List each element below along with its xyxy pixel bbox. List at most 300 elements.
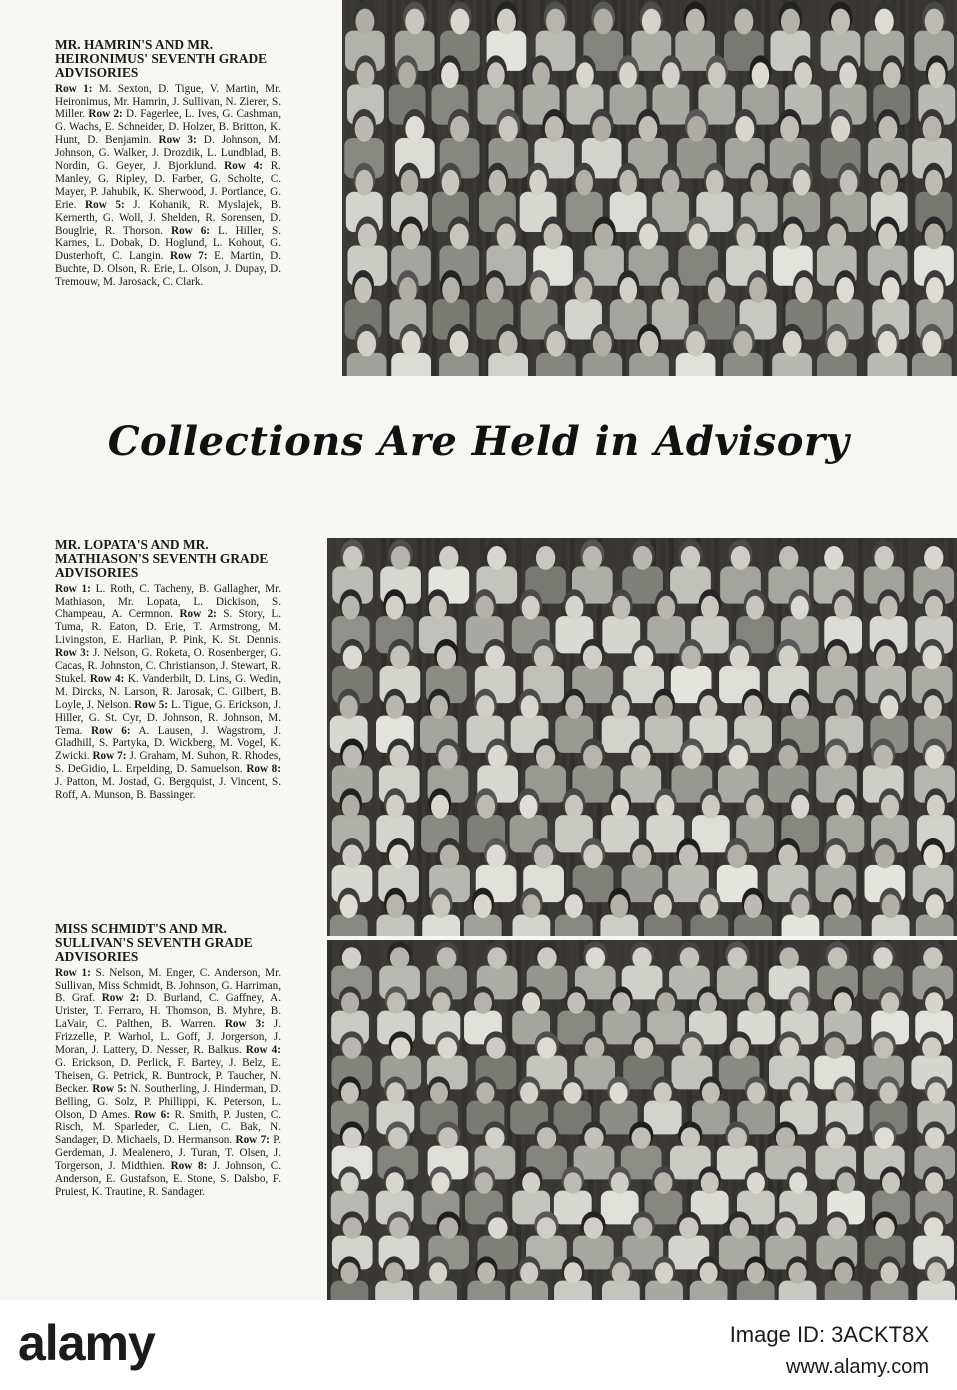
student-face <box>386 1172 404 1194</box>
caption-rows <box>55 967 281 1199</box>
student-face <box>875 1127 894 1149</box>
row-names: R. Smith, P. Justen, C. Risch, M. Sparleder, C. Lien, C. Bak, N. Sandager, D. Michaels, D. Hermanson. <box>55 1108 282 1147</box>
student-face <box>735 116 754 142</box>
student-face <box>567 992 585 1014</box>
row-label: Row 5: <box>85 198 125 211</box>
student-face <box>736 223 755 249</box>
student-face <box>401 170 419 196</box>
student-face <box>450 116 469 142</box>
caption-rows <box>55 83 281 290</box>
student-face <box>835 695 853 719</box>
class-photo-lopata-mathiason <box>327 538 957 936</box>
student-face <box>642 9 661 35</box>
student-face <box>341 992 359 1014</box>
student-face <box>791 992 809 1014</box>
student-face <box>789 1262 807 1284</box>
student-face <box>405 9 424 35</box>
student-face <box>840 170 858 196</box>
row-names: D. Fagerlee, L. Ives, G. Cashman, G. Wachs, E. Schneider, D. Holzer, B. Britton, K. Hunt, D. Benjamin. <box>55 108 281 147</box>
student-face <box>701 1172 719 1194</box>
student-face <box>881 992 899 1014</box>
student-face <box>486 844 505 868</box>
student-face <box>686 9 705 35</box>
student-face <box>486 645 505 669</box>
student-face <box>385 1262 403 1284</box>
student-face <box>386 795 404 819</box>
student-face <box>611 1172 629 1194</box>
student-face <box>450 9 469 35</box>
student-face <box>708 277 726 303</box>
student-face <box>882 894 900 918</box>
student-face <box>701 596 719 620</box>
student-face <box>746 596 764 620</box>
student-face <box>780 1037 799 1059</box>
student-face <box>878 116 897 142</box>
row-label: Row 2: <box>101 992 140 1005</box>
student-face <box>534 645 553 669</box>
row-names: J. Frizzelle, P. Warhol, L. Goff, J. Jorgerson, J. Moran, J. Lattery, D. Nesser, R. Balkus. <box>55 1018 282 1057</box>
student-face <box>730 1217 749 1239</box>
row-label: Row 8: <box>246 763 281 776</box>
student-face <box>925 745 944 769</box>
student-face <box>564 1172 582 1194</box>
student-face <box>633 546 652 570</box>
student-face <box>682 745 701 769</box>
student-face <box>880 596 898 620</box>
student-face <box>874 1037 893 1059</box>
student-face <box>875 844 894 868</box>
student-face <box>536 546 555 570</box>
student-face <box>388 1127 407 1149</box>
row-names: J. Patton, M. Jostad, G. Bergquist, J. Vincent, S. Roff, A. Munson, B. Bassinger. <box>55 776 281 802</box>
student-face <box>882 277 900 303</box>
student-face <box>610 1082 628 1104</box>
student-face <box>880 1082 898 1104</box>
student-face <box>476 596 494 620</box>
student-face <box>340 894 358 918</box>
student-face <box>925 992 943 1014</box>
student-face <box>828 645 847 669</box>
caption-schmidt-sullivan <box>55 922 281 1199</box>
student-face <box>398 62 416 88</box>
student-face <box>583 844 602 868</box>
student-face <box>835 1262 853 1284</box>
student-face <box>476 1082 494 1104</box>
student-face <box>791 795 809 819</box>
student-face <box>522 596 540 620</box>
student-face <box>355 116 374 142</box>
student-face <box>565 695 583 719</box>
student-face <box>779 645 798 669</box>
student-face <box>340 695 358 719</box>
student-face <box>537 1217 556 1239</box>
student-face <box>682 1037 701 1059</box>
student-face <box>340 1262 358 1284</box>
student-face <box>631 745 650 769</box>
student-face <box>791 695 809 719</box>
student-face <box>342 596 360 620</box>
student-face <box>747 1082 765 1104</box>
student-face <box>544 223 563 249</box>
student-face <box>790 1082 808 1104</box>
student-face <box>873 947 892 969</box>
student-face <box>923 844 942 868</box>
student-face <box>640 331 659 357</box>
student-face <box>781 9 800 35</box>
student-face <box>655 695 673 719</box>
student-face <box>522 894 540 918</box>
row-names: D. Burland, C. Gaffney, A. Urister, T. Ferraro, H. Thomson, B. Myhre, B. LaVair, C. Palthen, B. Warren. <box>55 992 282 1031</box>
student-face <box>874 546 893 570</box>
student-face <box>878 331 897 357</box>
student-face <box>927 795 945 819</box>
student-face <box>342 745 361 769</box>
student-face <box>795 277 813 303</box>
student-face <box>564 1262 582 1284</box>
student-face <box>662 170 680 196</box>
student-face <box>438 745 457 769</box>
student-face <box>486 1037 505 1059</box>
row-label: Row 3: <box>224 1018 265 1031</box>
student-face <box>565 894 583 918</box>
student-face <box>474 894 492 918</box>
row-names: M. Sexton, D. Tigue, V. Martin, Mr. Heironimus, Mr. Hamrin, J. Sullivan, N. Zierer, S. Miller. <box>55 82 281 121</box>
student-face <box>389 1217 408 1239</box>
student-face <box>791 894 809 918</box>
student-face <box>342 1127 361 1149</box>
student-face <box>341 1082 359 1104</box>
student-face <box>883 62 901 88</box>
student-face <box>654 1172 672 1194</box>
student-face <box>343 1217 362 1239</box>
student-face <box>831 116 850 142</box>
student-face <box>834 894 852 918</box>
student-face <box>522 992 540 1014</box>
student-face <box>779 745 798 769</box>
student-face <box>681 546 700 570</box>
student-face <box>546 9 565 35</box>
student-face <box>358 223 377 249</box>
row-names: L. Tigue, G. Erickson, J. Hiller, G. St. Cyr, D. Johnson, R. Johnson, M. Tema. <box>55 698 281 737</box>
row-names: P. Gerdeman, J. Mealenero, J. Turan, T. Olsen, J. Torgerson, J. Midthien. <box>55 1134 282 1173</box>
student-face <box>586 947 605 969</box>
student-face <box>486 277 504 303</box>
student-face <box>487 546 506 570</box>
student-face <box>592 116 611 142</box>
caption-title: MR. HAMRIN'S AND MR. HEIRONIMUS' SEVENTH GRADE ADVISORIES <box>55 37 268 81</box>
student-face <box>357 62 375 88</box>
student-face <box>924 1217 943 1239</box>
student-face <box>924 546 943 570</box>
student-face <box>354 277 372 303</box>
student-face <box>612 1262 630 1284</box>
row-label: Row 4: <box>224 160 263 173</box>
caption-title: MISS SCHMIDT'S AND MR. SULLIVAN'S SEVENTH GRADE ADVISORIES <box>55 921 253 965</box>
student-face <box>793 170 811 196</box>
student-face <box>744 695 762 719</box>
student-face <box>747 992 765 1014</box>
student-face <box>654 894 672 918</box>
student-face <box>837 1172 855 1194</box>
student-face <box>927 1262 945 1284</box>
student-face <box>442 170 460 196</box>
student-face <box>679 844 698 868</box>
student-face <box>536 745 555 769</box>
student-face <box>828 947 847 969</box>
student-face <box>926 894 944 918</box>
student-face <box>429 596 447 620</box>
student-face <box>474 992 492 1014</box>
student-face <box>341 1172 359 1194</box>
page-heading: Collections Are Held in Advisory <box>107 418 850 465</box>
student-face <box>827 745 846 769</box>
student-face <box>880 170 898 196</box>
student-face <box>875 1217 894 1239</box>
row-label: Row 4: <box>89 672 125 685</box>
row-names: K. Vanderbilt, D. Lins, G. Wedin, M. Dircks, N. Larson, R. Jarosak, C. Gilbert, B. Loyle, J. Nelson. <box>55 672 281 711</box>
student-face <box>776 1217 795 1239</box>
student-face <box>733 331 752 357</box>
student-face <box>537 1127 556 1149</box>
student-face <box>612 695 630 719</box>
student-face <box>824 546 843 570</box>
student-face <box>389 844 408 868</box>
student-face <box>487 947 506 969</box>
student-face <box>925 1127 944 1149</box>
student-face <box>537 1037 556 1059</box>
student-face <box>878 223 897 249</box>
student-face <box>355 170 373 196</box>
student-face <box>794 62 812 88</box>
row-label: Row 5: <box>92 1082 127 1095</box>
student-face <box>826 1127 845 1149</box>
student-face <box>662 277 680 303</box>
student-face <box>387 992 405 1014</box>
student-face <box>924 695 942 719</box>
student-face <box>619 170 637 196</box>
student-face <box>440 844 459 868</box>
student-face <box>402 331 421 357</box>
student-face <box>476 695 494 719</box>
row-names: S. Nelson, M. Enger, C. Anderson, Mr. Sullivan, Miss Schmidt, B. Johnson, G. Harriman, B. Graf. <box>55 966 282 1005</box>
student-face <box>546 331 565 357</box>
student-face <box>700 1262 718 1284</box>
student-face <box>638 116 657 142</box>
student-face <box>386 1082 404 1104</box>
student-face <box>437 645 456 669</box>
image-id: Image ID: 3ACKT8X <box>729 1322 929 1347</box>
student-face <box>730 645 749 669</box>
student-face <box>522 1172 540 1194</box>
student-face <box>593 331 612 357</box>
student-face <box>728 947 747 969</box>
student-face <box>632 947 651 969</box>
student-face <box>437 947 456 969</box>
watermark-meta <box>730 1322 929 1379</box>
watermark-url: www.alamy.com <box>786 1356 929 1378</box>
student-face <box>662 62 680 88</box>
student-face <box>438 1037 457 1059</box>
row-label: Row 2: <box>88 108 123 121</box>
student-face <box>634 645 653 669</box>
student-face <box>343 645 362 669</box>
student-face <box>520 1262 538 1284</box>
caption-hamrin-heironimus <box>55 38 281 289</box>
student-face <box>565 795 583 819</box>
student-face <box>731 546 750 570</box>
student-face <box>827 1217 846 1239</box>
student-face <box>699 992 717 1014</box>
student-face <box>639 223 658 249</box>
student-face <box>728 844 747 868</box>
student-face <box>390 947 409 969</box>
student-face <box>619 62 637 88</box>
student-face <box>357 331 376 357</box>
student-face <box>342 844 361 868</box>
student-face <box>747 1172 765 1194</box>
row-label: Row 3: <box>158 134 197 147</box>
row-names: J. Kohanik, R. Myslajek, B. Kernerth, G. Woll, J. Shelden, R. Sorensen, D. Bouglrie, R. Thorson. <box>55 198 281 237</box>
student-face <box>355 9 374 35</box>
student-face <box>925 596 943 620</box>
student-face <box>391 546 410 570</box>
row-names: G. Erickson, D. Perlick, F. Bartey, J. Belz, E. Theisen, G. Petrick, R. Buntrock, P. Taucher, N. Becker. <box>55 1056 281 1095</box>
student-face <box>780 116 799 142</box>
student-face <box>730 1037 749 1059</box>
student-face <box>477 795 495 819</box>
student-face <box>431 795 449 819</box>
student-face <box>386 894 404 918</box>
student-face <box>834 992 852 1014</box>
student-face <box>922 645 941 669</box>
row-names: A. Lausen, J. Wagstrom, J. Gladhill, S. Partyka, D. Wickberg, M. Vogel, K. Zwicki. <box>55 724 282 763</box>
student-face <box>399 277 417 303</box>
student-face <box>836 795 854 819</box>
student-face <box>594 9 613 35</box>
student-face <box>687 116 706 142</box>
student-face <box>530 277 548 303</box>
student-face <box>881 795 899 819</box>
student-face <box>655 1262 673 1284</box>
row-label: Row 7: <box>170 250 208 263</box>
student-face <box>749 277 767 303</box>
student-face <box>612 596 630 620</box>
student-face <box>831 9 850 35</box>
student-face <box>450 223 469 249</box>
student-face <box>923 116 942 142</box>
student-face <box>497 9 516 35</box>
student-face <box>430 695 448 719</box>
student-face <box>402 223 421 249</box>
student-face <box>656 795 674 819</box>
student-face <box>565 596 583 620</box>
student-face <box>827 223 846 249</box>
student-face <box>836 277 854 303</box>
student-face <box>875 9 894 35</box>
student-face <box>520 795 538 819</box>
student-face <box>927 1082 945 1104</box>
student-face <box>702 1082 720 1104</box>
row-names: L. Hiller, S. Karnes, L. Dobak, D. Hoglund, L. Kohout, G. Dusterhoft, C. Langin. <box>55 224 282 263</box>
student-face <box>779 546 798 570</box>
student-face <box>689 223 708 249</box>
student-face <box>583 546 602 570</box>
student-face <box>386 596 404 620</box>
row-label: Row 1: <box>55 966 91 979</box>
student-face <box>874 745 893 769</box>
student-face <box>880 1262 898 1284</box>
student-face <box>657 992 675 1014</box>
student-face <box>585 1037 604 1059</box>
student-face <box>429 1262 447 1284</box>
student-face <box>612 992 630 1014</box>
class-photo-hamrin-heironimus <box>342 0 957 376</box>
student-face <box>488 1217 507 1239</box>
student-face <box>386 695 404 719</box>
student-face <box>923 947 942 969</box>
student-face <box>595 223 614 249</box>
student-face <box>925 9 944 35</box>
row-names: R. Manley, G. Ripley, D. Farber, G. Scholte, C. Mayer, P. Jahubik, K. Sherwood, J. Portlance, G. Erie. <box>55 160 281 211</box>
student-face <box>836 1082 854 1104</box>
student-face <box>783 223 802 249</box>
student-face <box>450 331 469 357</box>
student-face <box>390 645 409 669</box>
caption-lopata-mathiason <box>55 538 281 802</box>
student-face <box>439 1217 458 1239</box>
alamy-logo: alamy <box>18 1315 155 1371</box>
student-face <box>529 170 547 196</box>
student-face <box>391 1037 410 1059</box>
row-label: Row 5: <box>134 698 169 711</box>
student-face <box>583 645 602 669</box>
row-label: Row 7: <box>92 750 127 763</box>
student-face <box>728 1127 747 1149</box>
student-face <box>734 9 753 35</box>
caption-rows <box>55 583 281 802</box>
student-face <box>432 1172 450 1194</box>
student-face <box>681 1127 700 1149</box>
student-face <box>390 745 409 769</box>
row-names: D. Johnson, M. Johnson, G. Walker, J. Drozdik, L. Lundblad, B. Nordin, G. Geyer, J. Bjorklund. <box>55 134 281 173</box>
student-face <box>633 1217 652 1239</box>
row-label: Row 1: <box>55 582 91 595</box>
row-label: Row 6: <box>134 1108 170 1121</box>
student-face <box>657 596 675 620</box>
student-face <box>922 1037 941 1059</box>
student-face <box>537 947 556 969</box>
student-face <box>746 795 764 819</box>
student-face <box>925 1172 943 1194</box>
row-label: Row 4: <box>245 1044 281 1057</box>
student-face <box>632 844 651 868</box>
row-names: J. Graham, M. Suhon, R. Rhodes, S. DeGidio, L. Erpelding, D. Samuelson. <box>55 750 281 776</box>
student-face <box>926 277 944 303</box>
student-face <box>700 894 718 918</box>
student-face <box>708 62 726 88</box>
student-face <box>487 62 505 88</box>
student-face <box>702 795 720 819</box>
row-label: Row 2: <box>179 608 217 621</box>
row-names: J. Nelson, G. Roketa, O. Rosenberger, G. Cacas, R. Johnston, C. Christianson, J. Stewart, R. Stukel. <box>55 647 281 685</box>
student-face <box>825 1037 844 1059</box>
student-face <box>925 170 943 196</box>
student-face <box>477 1262 495 1284</box>
student-face <box>545 116 564 142</box>
student-face <box>839 62 857 88</box>
student-face <box>876 645 895 669</box>
student-face <box>584 1127 603 1149</box>
